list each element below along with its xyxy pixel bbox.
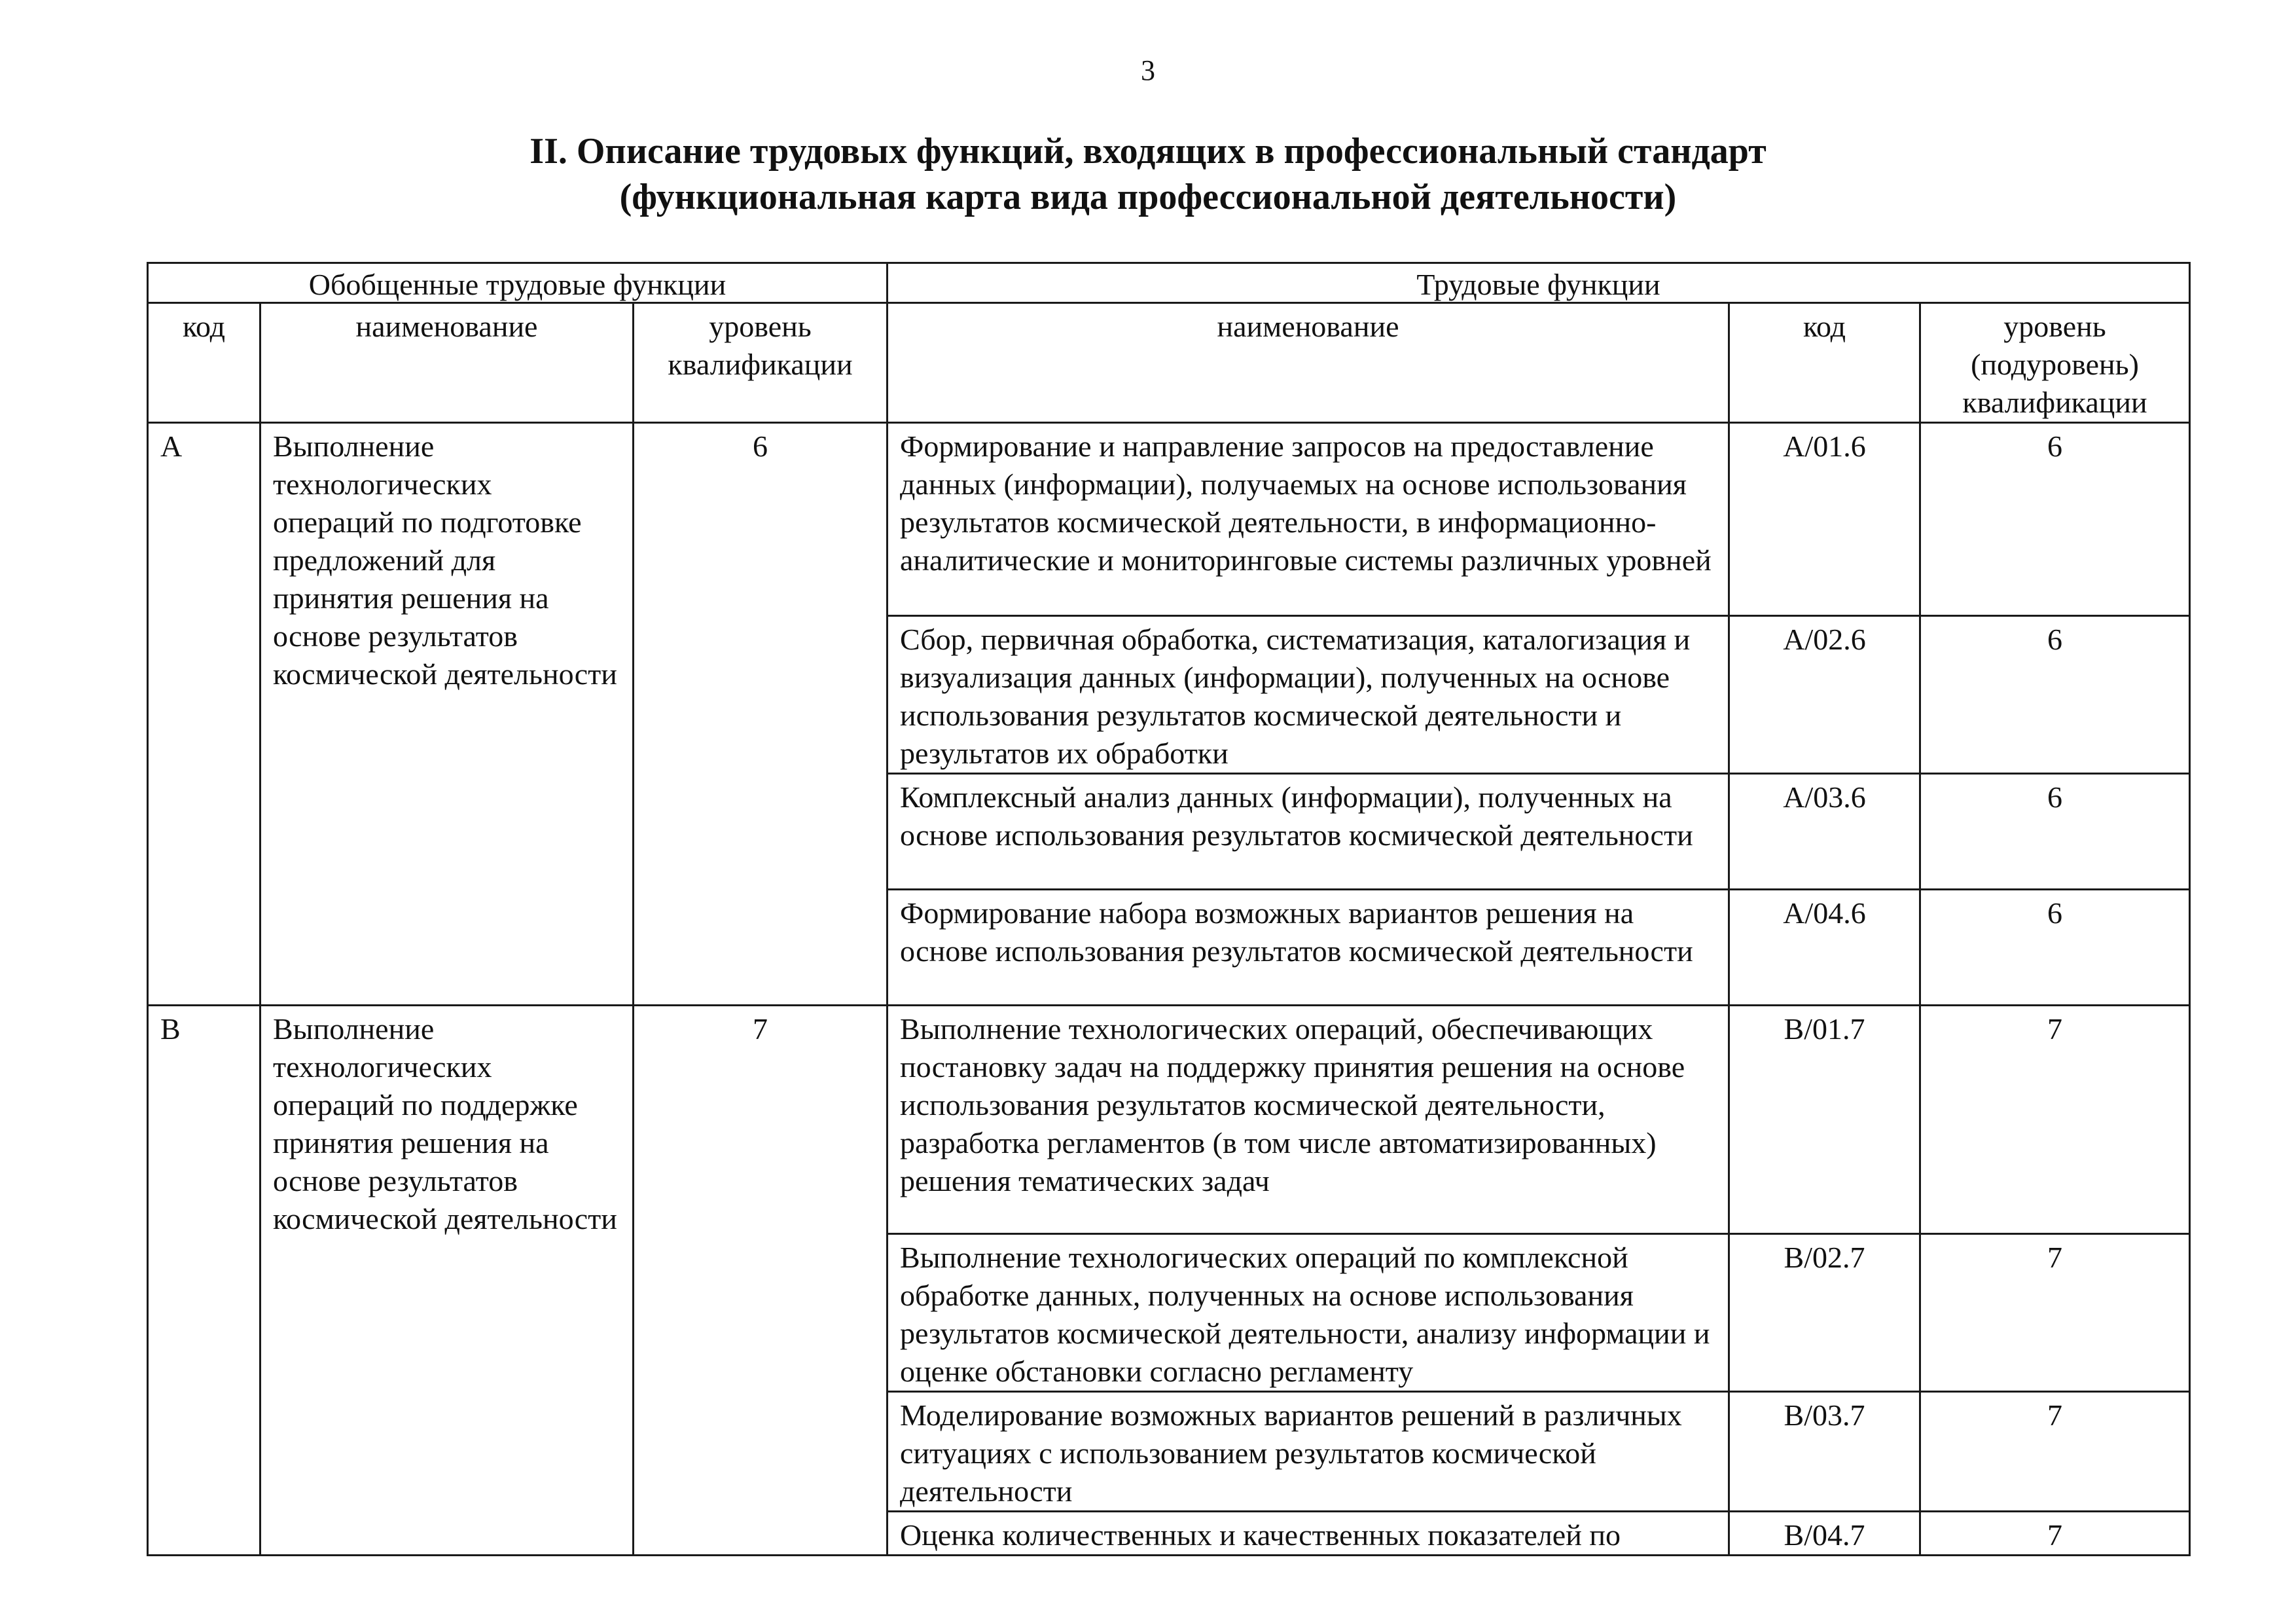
function-code: A/01.6 (1729, 423, 1920, 616)
function-level: 6 (1920, 890, 2190, 1006)
group-a-name: Выполнение технологических операций по подготовке предложений для принятия решения на основе результатов космической деятельности (260, 423, 634, 1006)
function-name: Моделирование возможных вариантов решений в различных ситуациях с использованием результатов космической деятельности (888, 1392, 1729, 1512)
section-title-line-2: (функциональная карта вида профессиональной деятельности) (619, 177, 1677, 217)
function-level: 7 (1920, 1392, 2190, 1512)
function-name: Выполнение технологических операций, обеспечивающих постановку задач на поддержку принятия решения на основе использования результатов космической деятельности, разработка регламентов (в том числе автоматизированных) решения тематических задач (888, 1006, 1729, 1234)
function-code: A/04.6 (1729, 890, 1920, 1006)
header-gen-name: наименование (260, 303, 634, 423)
function-level: 6 (1920, 423, 2190, 616)
section-title-line-1: II. Описание трудовых функций, входящих в профессиональный стандарт (529, 131, 1767, 172)
group-a-level: 6 (634, 423, 888, 1006)
function-name: Выполнение технологических операций по комплексной обработке данных, полученных на основе использования результатов космической деятельности, анализу информации и оценке обстановки согласно регламенту (888, 1234, 1729, 1392)
group-a-code: A (148, 423, 260, 1006)
group-b-code: B (148, 1006, 260, 1556)
section-title (0, 128, 2296, 220)
function-level: 6 (1920, 774, 2190, 890)
header-func-level: уровень (подуровень) квалификации (1920, 303, 2190, 423)
header-func-name: наименование (888, 303, 1729, 423)
group-b-name: Выполнение технологических операций по поддержке принятия решения на основе результатов космической деятельности (260, 1006, 634, 1556)
function-code: B/03.7 (1729, 1392, 1920, 1512)
function-level: 7 (1920, 1512, 2190, 1556)
group-header-row (148, 263, 2190, 303)
header-generalized-functions: Обобщенные трудовые функции (148, 263, 888, 303)
header-gen-code: код (148, 303, 260, 423)
function-code: B/02.7 (1729, 1234, 1920, 1392)
table-row (148, 1006, 2190, 1234)
page-number: 3 (1141, 54, 1155, 86)
header-gen-level: уровень квалификации (634, 303, 888, 423)
function-name: Формирование набора возможных вариантов решения на основе использования результатов космической деятельности (888, 890, 1729, 1006)
function-code: B/04.7 (1729, 1512, 1920, 1556)
column-header-row (148, 303, 2190, 423)
group-b-level: 7 (634, 1006, 888, 1556)
function-code: A/02.6 (1729, 616, 1920, 774)
function-level: 6 (1920, 616, 2190, 774)
header-func-code: код (1729, 303, 1920, 423)
function-name: Оценка количественных и качественных показателей по (888, 1512, 1729, 1556)
table-row (148, 423, 2190, 616)
header-labor-functions: Трудовые функции (888, 263, 2190, 303)
function-level: 7 (1920, 1234, 2190, 1392)
function-code: A/03.6 (1729, 774, 1920, 890)
function-name: Формирование и направление запросов на предоставление данных (информации), получаемых на основе использования результатов космической деятельности, в информационно-аналитические и мониторинговые системы различных уровней (888, 423, 1729, 616)
function-code: B/01.7 (1729, 1006, 1920, 1234)
functional-map-table (147, 262, 2191, 1556)
function-name: Комплексный анализ данных (информации), полученных на основе использования результатов космической деятельности (888, 774, 1729, 890)
function-level: 7 (1920, 1006, 2190, 1234)
function-name: Сбор, первичная обработка, систематизация, каталогизация и визуализация данных (информации), полученных на основе использования результатов космической деятельности и результатов их обработки (888, 616, 1729, 774)
